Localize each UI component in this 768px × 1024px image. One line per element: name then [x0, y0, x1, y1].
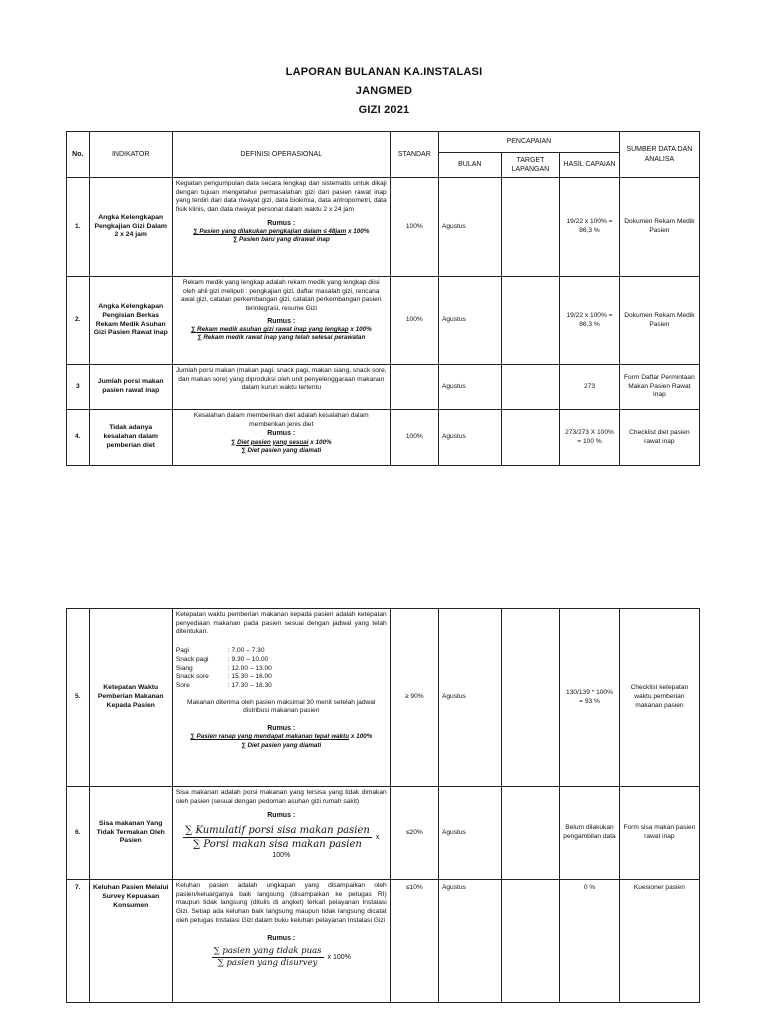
- rumus-label: Rumus :: [267, 934, 296, 942]
- meal-schedule: [176, 647, 387, 691]
- table-row: [67, 365, 700, 410]
- row-bulan: Agustus: [438, 410, 501, 466]
- report-title-line-2: JANGMED: [355, 85, 413, 97]
- row-no: 3: [67, 365, 90, 410]
- row-sumber: Kuesioner pasien: [619, 880, 699, 1003]
- report-title-line-3: GIZI 2021: [358, 104, 410, 116]
- row-no: 6.: [67, 787, 90, 880]
- schedule-label: Pagi: [175, 647, 190, 655]
- rumus-denominator: ∑ Pasien baru yang dirawat inap: [232, 236, 330, 244]
- rumus-numerator: ∑ Pasien yang dilakukan pengkajian dalam ≤ 48jam: [193, 228, 347, 236]
- schedule-time: : 17.30 – 18.30: [227, 681, 272, 689]
- row-indikator: Ketepatan Waktu Pemberian Makanan Kepada Pasien: [89, 609, 172, 787]
- rumus-denominator: ∑ Rekam medik rawat inap yang telah selesai perawatan: [197, 334, 366, 342]
- rumus-multiplier: x 100%: [310, 438, 332, 446]
- rumus-multiplier: x 100%: [272, 834, 380, 860]
- row-sumber: Checklist diet pasien rawat inap: [619, 410, 699, 466]
- rumus-denominator: ∑ Diet pasien yang diamati: [241, 741, 322, 749]
- rumus-formula: [176, 439, 387, 447]
- rumus-formula: [176, 228, 387, 236]
- row-target: [501, 880, 560, 1003]
- table-row: [67, 277, 700, 365]
- table-row: [67, 880, 700, 1003]
- rumus-formula: [176, 326, 387, 334]
- definisi-text: Keluhan pasien adalah ungkapan yang disampaikan oleh pasien/keluarganya baik langsung (disampaikan ke petugas RI) maupun tidak langsung (ditulis di angket) terkait pelayanan Instalasi Gizi. Setiap ada keluhan baik langsung maupun tidak langsung dicatat oleh petugas Instalasi Gizi dalam buku keluhan pelayanan Instalasi Gizi: [175, 882, 387, 924]
- header-definisi: DEFINISI OPERASIONAL: [172, 132, 390, 178]
- row-target: [501, 609, 560, 787]
- schedule-note: Makanan diterima oleh pasien maksimal 30 menit setelah jadwal distribusi makanan pasien: [187, 698, 376, 715]
- row-no: 4.: [67, 410, 90, 466]
- row-sumber: Dokumen Rekam Medik Pasien: [619, 178, 699, 277]
- row-standar: 100%: [390, 178, 438, 277]
- row-sumber: Dokumen Rekam Medik Pasien: [619, 277, 699, 365]
- schedule-time: : 7.00 – 7.30: [227, 647, 265, 655]
- header-target: TARGET LAPANGAN: [501, 153, 560, 178]
- rumus-numerator: ∑ Rekam medik asuhan gizi rawat inap yang lengkap: [190, 326, 349, 334]
- row-sumber: Checklist ketepatan waktu pemberian makanan pasien: [619, 609, 699, 787]
- schedule-time: : 9.30 – 10.00: [227, 655, 269, 663]
- row-indikator: Angka Kelengkapan Pengkajian Gizi Dalam 2 x 24 jam: [89, 178, 172, 277]
- schedule-time: : 12.00 – 13.00: [227, 664, 272, 672]
- row-bulan: Agustus: [438, 178, 501, 277]
- row-no: 5.: [67, 609, 90, 787]
- rumus-denominator: ∑ Diet pasien yang diamati: [241, 446, 322, 454]
- rumus-multiplier: x 100%: [350, 326, 372, 334]
- header-standar: STANDAR: [390, 132, 438, 178]
- row-bulan: Agustus: [438, 277, 501, 365]
- row-hasil: 130/139 * 100% = 93 %: [560, 609, 620, 787]
- rumus-denominator: ∑ Porsi makan sisa makan pasien: [193, 838, 362, 850]
- rumus-numerator: ∑ Kumulatif porsi sisa makan pasien: [183, 824, 372, 838]
- rumus-numerator: ∑ pasien yang tidak puas: [212, 946, 324, 958]
- row-target: [501, 787, 560, 880]
- row-target: [501, 365, 560, 410]
- row-bulan: Agustus: [438, 609, 501, 787]
- definisi-text: Jumlah porsi makan (makan pagi, snack pagi, makan siang, snack sore, dan makan sore) yang diproduksi oleh unit penyelenggaraan makanan dalam kurun waktu tertentu: [175, 367, 387, 392]
- row-no: 2.: [67, 277, 90, 365]
- definisi-text: Sisa makanan adalah porsi makanan yang tersisa yang tidak dimakan oleh pasien (sesuai dengan pedoman asuhan gizi rumah sakit): [175, 789, 387, 805]
- header-bulan: BULAN: [438, 153, 501, 178]
- rumus-label: Rumus :: [267, 219, 296, 227]
- rumus-multiplier: x 100%: [348, 228, 370, 236]
- schedule-label: Siang: [175, 664, 193, 672]
- schedule-label: Snack sore: [175, 673, 209, 681]
- row-definisi: [172, 880, 390, 1003]
- header-no: No.: [67, 132, 90, 178]
- row-definisi: [172, 410, 390, 466]
- indicator-table-2: [66, 608, 700, 1003]
- row-target: [501, 410, 560, 466]
- row-sumber: Form Daftar Permintaan Makan Pasien Rawat Inap: [619, 365, 699, 410]
- header-pencapaian: PENCAPAIAN: [438, 132, 619, 153]
- indicator-table-1: [66, 131, 700, 466]
- rumus-label: Rumus :: [267, 812, 296, 820]
- row-definisi: [172, 787, 390, 880]
- rumus-label: Rumus :: [267, 317, 296, 325]
- rumus-label: Rumus :: [267, 430, 296, 438]
- rumus-numerator: ∑ Diet pasien yang sesuai: [230, 438, 309, 446]
- row-hasil: Belum dilakukan pengambilan data: [560, 787, 620, 880]
- row-hasil: 273/273 X 100% = 100 %: [560, 410, 620, 466]
- rumus-fraction-wrap: [176, 946, 387, 969]
- row-definisi: [172, 365, 390, 410]
- rumus-multiplier: x 100%: [327, 954, 351, 962]
- row-definisi: [172, 277, 390, 365]
- rumus-fraction-wrap: [176, 824, 387, 861]
- row-hasil: 0 %: [560, 880, 620, 1003]
- rumus-multiplier: x 100%: [350, 733, 373, 741]
- definisi-text: Rekam medik yang lengkap adalah rekam medik yang lengkap diisi oleh ahli gizi meliputi : pengkajian gizi, daftar masalah gizi, rencana awal gizi, catatan perkembangan gizi, catatan perkembangan pasien terintegrasi, resume Gizi: [180, 279, 382, 313]
- header-hasil: HASIL CAPAIAN: [560, 153, 620, 178]
- rumus-formula: [176, 733, 387, 741]
- row-standar: [390, 365, 438, 410]
- definisi-text: Ketepatan waktu pemberian makanan kepada pasien adalah ketepatan penyediaan makanan pada pasien sesuai dengan jadwal yang telah ditentukan.: [175, 611, 387, 636]
- row-no: 7.: [67, 880, 90, 1003]
- table-row: [67, 787, 700, 880]
- table-row: [67, 410, 700, 466]
- schedule-label: Snack pagi: [175, 655, 209, 663]
- row-target: [501, 277, 560, 365]
- row-standar: 100%: [390, 410, 438, 466]
- table-row: [67, 178, 700, 277]
- row-bulan: Agustus: [438, 880, 501, 1003]
- schedule-time: : 15.30 – 16.00: [227, 673, 272, 681]
- row-hasil: 19/22 x 100% = 86,3 %: [560, 277, 620, 365]
- row-indikator: Jumlah porsi makan pasien rawat inap: [89, 365, 172, 410]
- rumus-label: Rumus :: [267, 725, 296, 733]
- row-definisi: [172, 178, 390, 277]
- row-standar: ≤10%: [390, 880, 438, 1003]
- row-no: 1.: [67, 178, 90, 277]
- row-indikator: Angka Kelengkapan Pengisian Berkas Rekam Medik Asuhan Gizi Pasien Rawat Inap: [89, 277, 172, 365]
- row-standar: 100%: [390, 277, 438, 365]
- report-title-line-1: LAPORAN BULANAN KA.INSTALASI: [285, 66, 483, 78]
- definisi-text: Kegiatan pengumpulan data secara lengkap dan sistematis untuk dikaji dengan tujuan mengetahui permasalahan gizi dari pasien rawat inap yang terdiri dari data riwayat gizi, data biokimia, data antropometri, data fisik klinis, dan data riwayat personal dalam waktu 2 x 24 jam: [175, 180, 387, 214]
- row-standar: ≤20%: [390, 787, 438, 880]
- row-sumber: Form sisa makan pasien rawat inap: [619, 787, 699, 880]
- row-target: [501, 178, 560, 277]
- row-standar: ≥ 90%: [390, 609, 438, 787]
- rumus-fraction: [212, 946, 324, 969]
- row-hasil: 273: [560, 365, 620, 410]
- rumus-fraction: [183, 824, 372, 851]
- rumus-numerator: ∑ Pasien ranap yang mendapat makanan tepat waktu: [190, 733, 350, 741]
- row-bulan: Agustus: [438, 787, 501, 880]
- row-definisi: [172, 609, 390, 787]
- row-indikator: Keluhan Pasien Melalui Survey Kepuasan Konsumen: [89, 880, 172, 1003]
- schedule-label: Sore: [175, 681, 190, 689]
- definisi-text: Kesalahan dalam memberikan diet adalah kesalahan dalam memberikan jenis diet: [193, 412, 369, 428]
- header-sumber: SUMBER DATA DAN ANALISA: [619, 132, 699, 178]
- row-indikator: Sisa makanan Yang Tidak Termakan Oleh Pasien: [89, 787, 172, 880]
- row-bulan: Agustus: [438, 365, 501, 410]
- header-indikator: INDIKATOR: [89, 132, 172, 178]
- table-row: [67, 609, 700, 787]
- rumus-denominator: ∑ pasien yang disurvey: [217, 957, 318, 968]
- row-hasil: 19/22 x 100% = 86,3 %: [560, 178, 620, 277]
- row-indikator: Tidak adanya kesalahan dalam pemberian diet: [89, 410, 172, 466]
